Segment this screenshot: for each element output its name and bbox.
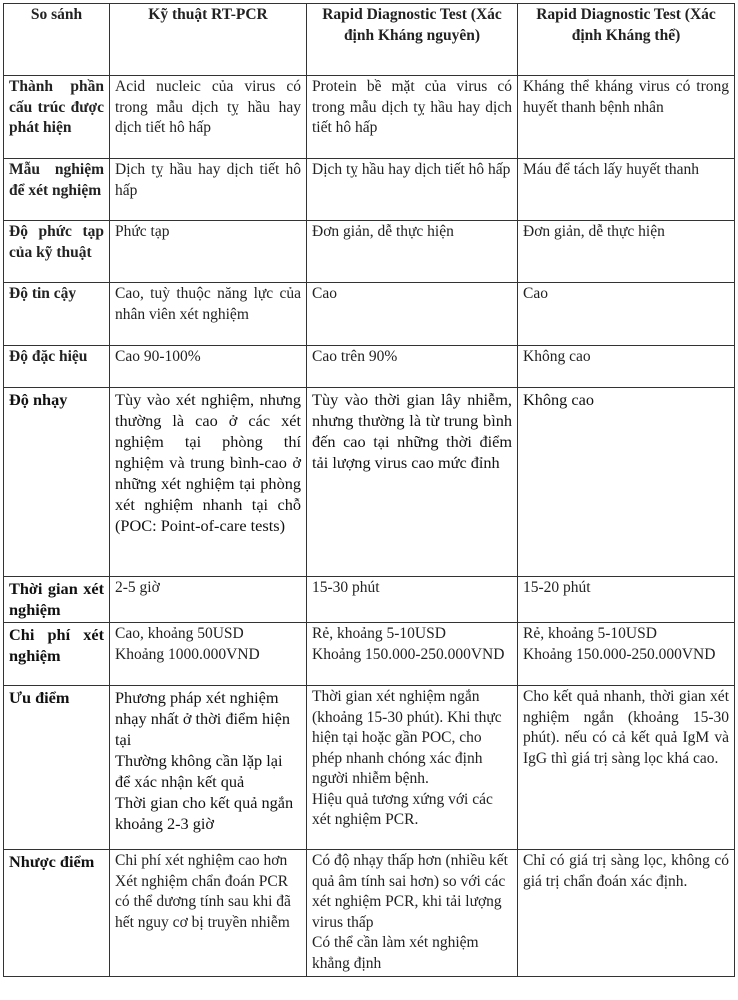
cell-line: Có thể cần làm xét nghiệm khẳng định — [312, 934, 479, 972]
table-row — [4, 346, 735, 388]
cell-rt-pcr: Cao, tuỳ thuộc năng lực của nhân viên xét nghiệm — [110, 283, 307, 346]
cell-antibody: Không cao — [518, 346, 735, 388]
table-row — [4, 221, 735, 283]
cell-antigen: Dịch tỵ hầu hay dịch tiết hô hấp — [307, 159, 518, 221]
header-rt-pcr: Kỹ thuật RT-PCR — [110, 4, 307, 76]
cell-antibody: Máu để tách lấy huyết thanh — [518, 159, 735, 221]
cell-antigen: Protein bề mặt của virus có trong mẫu dịch tỵ hầu hay dịch tiết hô hấp — [307, 76, 518, 159]
row-label: Độ phức tạp của kỹ thuật — [4, 221, 110, 283]
cell-line: Thời gian xét nghiệm ngắn (khoảng 15-30 phút). Khi thực hiện tại hoặc gần POC, cho phép nhanh chóng xác định người nhiễm bệnh. — [312, 688, 502, 787]
header-antibody-test: Rapid Diagnostic Test (Xác định Kháng thể) — [518, 4, 735, 76]
table-row — [4, 623, 735, 686]
cell-antibody: 15-20 phút — [518, 577, 735, 623]
row-label: Thành phần cấu trúc được phát hiện — [4, 76, 110, 159]
cell-line: Cao, khoảng 50USD — [115, 625, 244, 642]
cell-rt-pcr: Dịch tỵ hầu hay dịch tiết hô hấp — [110, 159, 307, 221]
comparison-table — [3, 3, 735, 977]
cell-antigen: Tùy vào thời gian lây nhiễm, nhưng thường là từ trung bình đến cao tại những thời điểm tải lượng virus cao mức đỉnh — [307, 388, 518, 577]
row-label: Nhược điểm — [4, 850, 110, 977]
cell-line: Thời gian cho kết quả ngắn khoảng 2-3 giờ — [115, 793, 294, 833]
cell-rt-pcr — [110, 686, 307, 850]
row-label: Thời gian xét nghiệm — [4, 577, 110, 623]
cell-rt-pcr — [110, 850, 307, 977]
header-row — [4, 4, 735, 76]
header-compare: So sánh — [4, 4, 110, 76]
table-row — [4, 577, 735, 623]
cell-line: Có độ nhạy thấp hơn (nhiều kết quả âm tính sai hơn) so với các xét nghiệm PCR, khi tải lượng virus thấp — [312, 852, 508, 931]
cell-antibody: Kháng thể kháng virus có trong huyết thanh bệnh nhân — [518, 76, 735, 159]
table-row — [4, 283, 735, 346]
cell-antigen — [307, 623, 518, 686]
cell-antigen: Cao — [307, 283, 518, 346]
table-row — [4, 686, 735, 850]
cell-line: Chi phí xét nghiệm cao hơn — [115, 852, 288, 869]
cell-antigen — [307, 850, 518, 977]
cell-antibody: Cho kết quả nhanh, thời gian xét nghiệm ngắn (khoảng 15-30 phút). nếu có cả kết quả IgM và IgG thì giá trị sàng lọc khá cao. — [518, 686, 735, 850]
table-row — [4, 388, 735, 577]
row-label: Độ nhạy — [4, 388, 110, 577]
row-label: Mẫu nghiệm để xét nghiệm — [4, 159, 110, 221]
cell-line: Khoảng 150.000-250.000VND — [523, 645, 716, 663]
cell-rt-pcr: Phức tạp — [110, 221, 307, 283]
cell-antigen — [307, 686, 518, 850]
cell-rt-pcr — [110, 623, 307, 686]
cell-antibody: Chỉ có giá trị sàng lọc, không có giá trị chẩn đoán xác định. — [518, 850, 735, 977]
row-label: Độ đặc hiệu — [4, 346, 110, 388]
row-label: Độ tin cậy — [4, 283, 110, 346]
table-row — [4, 850, 735, 977]
header-antigen-test: Rapid Diagnostic Test (Xác định Kháng nguyên) — [307, 4, 518, 76]
cell-antibody: Cao — [518, 283, 735, 346]
cell-line: Rẻ, khoảng 5-10USD — [312, 625, 446, 642]
cell-antigen: Đơn giản, dễ thực hiện — [307, 221, 518, 283]
row-label: Chi phí xét nghiệm — [4, 623, 110, 686]
cell-rt-pcr: 2-5 giờ — [110, 577, 307, 623]
cell-line: Rẻ, khoảng 5-10USD — [523, 625, 657, 642]
cell-line: Phương pháp xét nghiệm nhạy nhất ở thời điểm hiện tại — [115, 688, 291, 749]
cell-antigen: Cao trên 90% — [307, 346, 518, 388]
cell-rt-pcr: Tùy vào xét nghiệm, nhưng thường là cao ở các xét nghiệm tại phòng thí nghiệm và trung bình-cao ở những xét nghiệm tại phòng xét nghiệm nhanh tại chỗ (POC: Point-of-care tests) — [110, 388, 307, 577]
cell-line: Khoảng 1000.000VND — [115, 645, 260, 663]
cell-antibody: Không cao — [518, 388, 735, 577]
cell-line: Khoảng 150.000-250.000VND — [312, 645, 505, 663]
cell-antibody — [518, 623, 735, 686]
cell-line: Xét nghiệm chẩn đoán PCR có thể dương tính sau khi đã hết nguy cơ bị truyền nhiễm — [115, 872, 291, 931]
cell-line: Hiệu quả tương xứng với các xét nghiệm PCR. — [312, 790, 493, 828]
cell-rt-pcr: Acid nucleic của virus có trong mẫu dịch tỵ hầu hay dịch tiết hô hấp — [110, 76, 307, 159]
cell-antibody: Đơn giản, dễ thực hiện — [518, 221, 735, 283]
cell-rt-pcr: Cao 90-100% — [110, 346, 307, 388]
cell-line: Thường không cần lặp lại để xác nhận kết quả — [115, 751, 283, 791]
cell-antigen: 15-30 phút — [307, 577, 518, 623]
table-row — [4, 159, 735, 221]
table-row — [4, 76, 735, 159]
row-label: Ưu điểm — [4, 686, 110, 850]
